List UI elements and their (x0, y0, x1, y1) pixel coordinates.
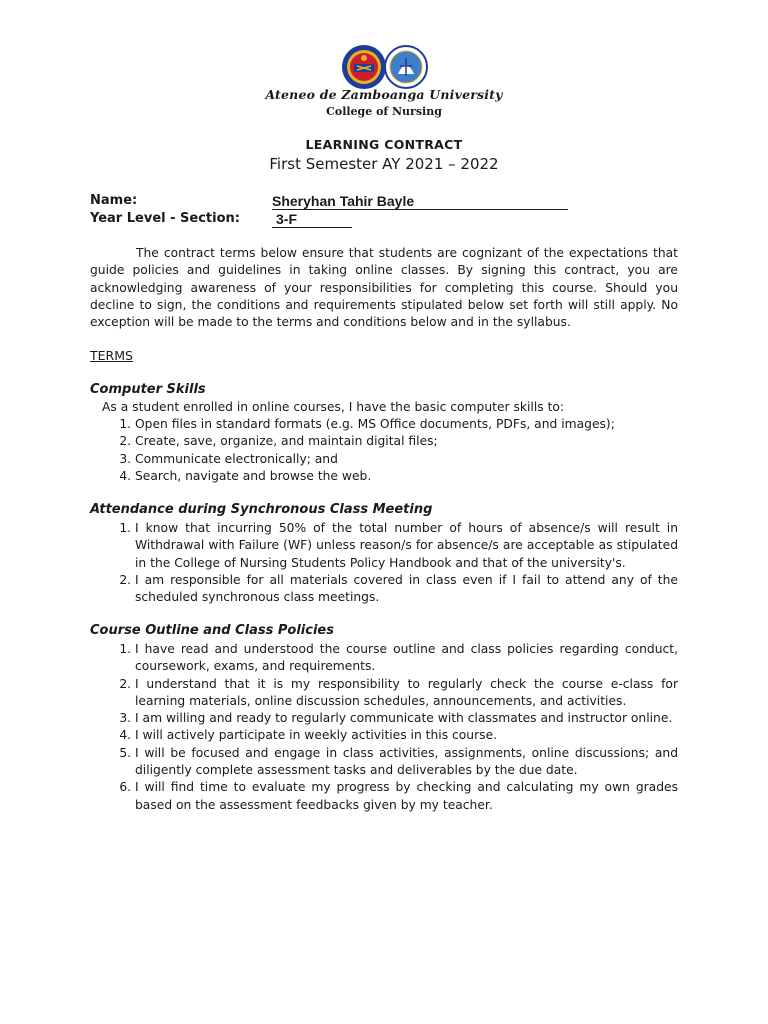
section-title-computer-skills: Computer Skills (90, 382, 206, 397)
list-item: 1. I have read and understood the course outline and class policies regarding conduct, coursework, exams, and requirements. (135, 641, 678, 676)
list-item: 6. I will find time to evaluate my progress by checking and calculating my own grades based on the assessment feedbacks given by my teacher. (135, 779, 678, 814)
year-level-section-field[interactable]: 3-F (272, 211, 352, 228)
list-item: 3. I am willing and ready to regularly communicate with classmates and instructor online. (135, 710, 678, 727)
list-item: 2. I am responsible for all materials covered in class even if I fail to attend any of the scheduled synchronous class meetings. (135, 572, 678, 607)
college-seal-icon (384, 44, 428, 90)
list-item: 2. Create, save, organize, and maintain digital files; (135, 433, 678, 450)
list-item: 2. I understand that it is my responsibility to regularly check the course e-class for learning materials, online discussion schedules, announcements, and activities. (135, 676, 678, 711)
list-item: 3. Communicate electronically; and (135, 451, 678, 468)
university-seal-icon (341, 44, 387, 90)
name-label: Name: (90, 193, 138, 208)
intro-paragraph: The contract terms below ensure that students are cognizant of the expectations that guide policies and guidelines in taking online classes. By signing this contract, you are acknowledging awareness of your responsibilities for completing this course. Should you decline to sign, the conditions and requirements stipulated below set forth will still apply. No exception will be made to the terms and conditions below and in the syllabus. (90, 246, 678, 330)
attendance-list (90, 520, 678, 606)
year-level-section-label: Year Level - Section: (90, 211, 240, 226)
university-name: Ateneo de Zamboanga University (265, 87, 503, 102)
section-title-attendance: Attendance during Synchronous Class Meeting (90, 502, 433, 517)
name-field[interactable]: Sheryhan Tahir Bayle (272, 193, 568, 210)
list-item: 1. Open files in standard formats (e.g. MS Office documents, PDFs, and images); (135, 416, 678, 433)
list-item: 4. Search, navigate and browse the web. (135, 468, 678, 485)
document-title: LEARNING CONTRACT (305, 137, 463, 152)
section-title-course-outline: Course Outline and Class Policies (90, 623, 334, 638)
document-subtitle: First Semester AY 2021 – 2022 (269, 155, 499, 173)
section-intro-computer-skills: As a student enrolled in online courses, I have the basic computer skills to: (102, 400, 565, 414)
computer-skills-list (90, 416, 678, 485)
list-item: 5. I will be focused and engage in class activities, assignments, online discussions; and diligently complete assessment tasks and deliverables by the due date. (135, 745, 678, 780)
college-name: College of Nursing (326, 105, 442, 118)
course-outline-list (90, 641, 678, 814)
list-item: 4. I will actively participate in weekly activities in this course. (135, 727, 678, 744)
terms-heading: TERMS (90, 348, 133, 363)
list-item: 1. I know that incurring 50% of the total number of hours of absence/s will result in Withdrawal with Failure (WF) unless reason/s for absence/s are acceptable as stipulated in the College of Nursing Students Policy Handbook and that of the university's. (135, 520, 678, 572)
